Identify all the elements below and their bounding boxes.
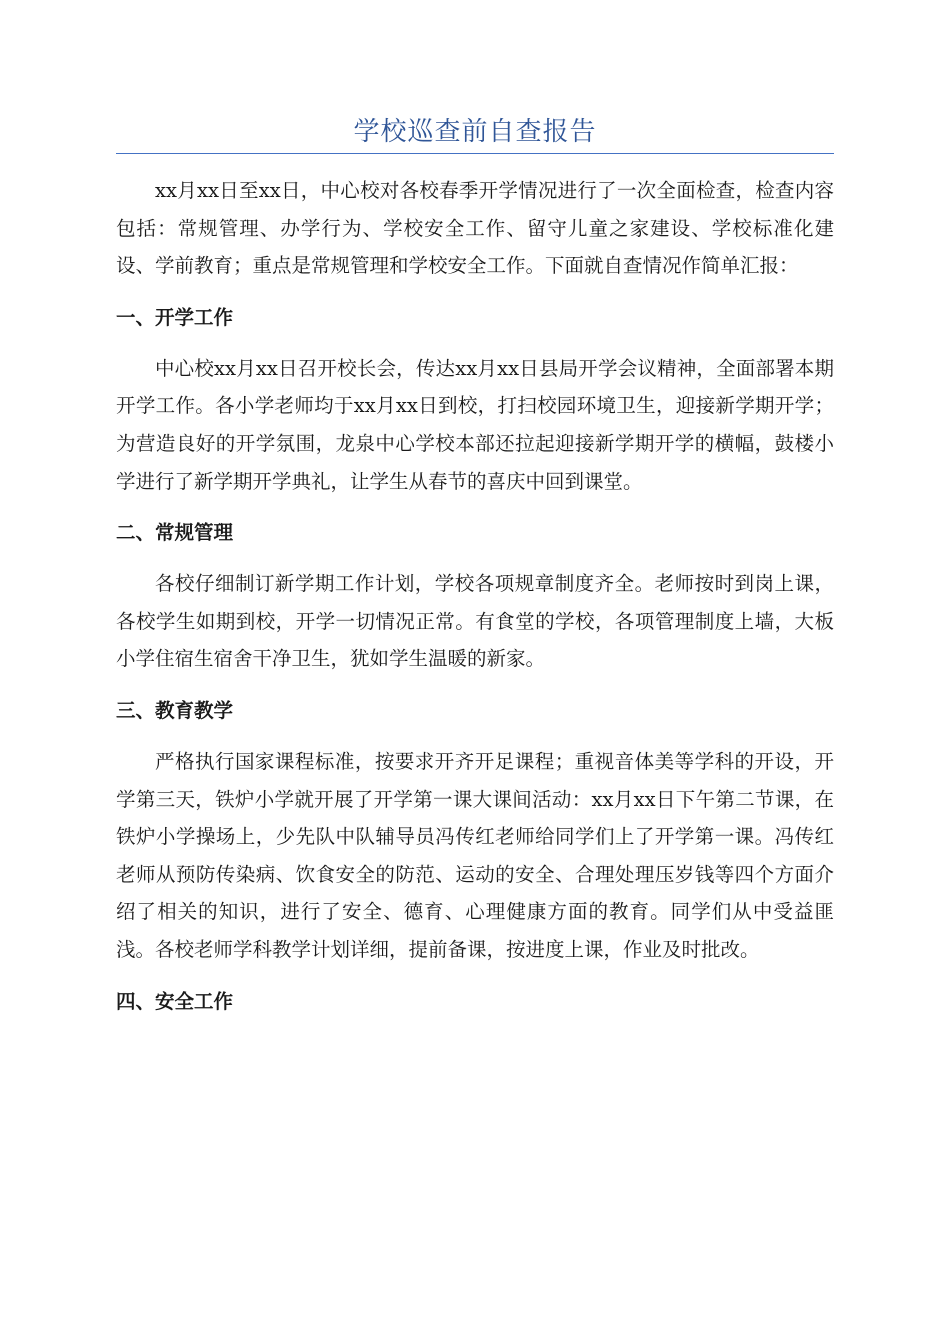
section-paragraph-teaching: 严格执行国家课程标准，按要求开齐开足课程；重视音体美等学科的开设，开学第三天，铁炉小学就开展了开学第一课大课间活动：xx月xx日下午第二节课，在铁炉小学操场上，少先队中队辅导员冯传红老师给同学们上了开学第一课。冯传红老师从预防传染病、饮食安全的防范、运动的安全、合理处理压岁钱等四个方面介绍了相关的知识，进行了安全、德育、心理健康方面的教育。同学们从中受益匪浅。各校老师学科教学计划详细，提前备课，按进度上课，作业及时批改。 <box>116 749 834 961</box>
title-underline <box>116 153 834 154</box>
document-page <box>116 0 834 1344</box>
section-paragraph-routine: 各校仔细制订新学期工作计划，学校各项规章制度齐全。老师按时到岗上课，各校学生如期到校，开学一切情况正常。有食堂的学校，各项管理制度上墙，大板小学住宿生宿舍干净卫生，犹如学生温暖的新家。 <box>116 572 834 671</box>
intro-paragraph: xx月xx日至xx日，中心校对各校春季开学情况进行了一次全面检查，检查内容包括：常规管理、办学行为、学校安全工作、留守儿童之家建设、学校标准化建设、学前教育；重点是常规管理和学校安全工作。下面就自查情况作简单汇报： <box>116 179 834 278</box>
section-paragraph-opening: 中心校xx月xx日召开校长会，传达xx月xx日县局开学会议精神，全面部署本期开学工作。各小学老师均于xx月xx日到校，打扫校园环境卫生，迎接新学期开学；为营造良好的开学氛围，龙泉中心学校本部还拉起迎接新学期开学的横幅，鼓楼小学进行了新学期开学典礼，让学生从春节的喜庆中回到课堂。 <box>116 356 834 493</box>
title-block <box>116 112 834 152</box>
section-heading-routine: 二、常规管理 <box>116 521 234 545</box>
document-body <box>116 172 834 1034</box>
section-heading-opening: 一、开学工作 <box>116 305 234 329</box>
document-title: 学校巡查前自查报告 <box>353 117 597 147</box>
section-heading-teaching: 三、教育教学 <box>116 698 234 722</box>
section-heading-safety: 四、安全工作 <box>116 989 234 1013</box>
